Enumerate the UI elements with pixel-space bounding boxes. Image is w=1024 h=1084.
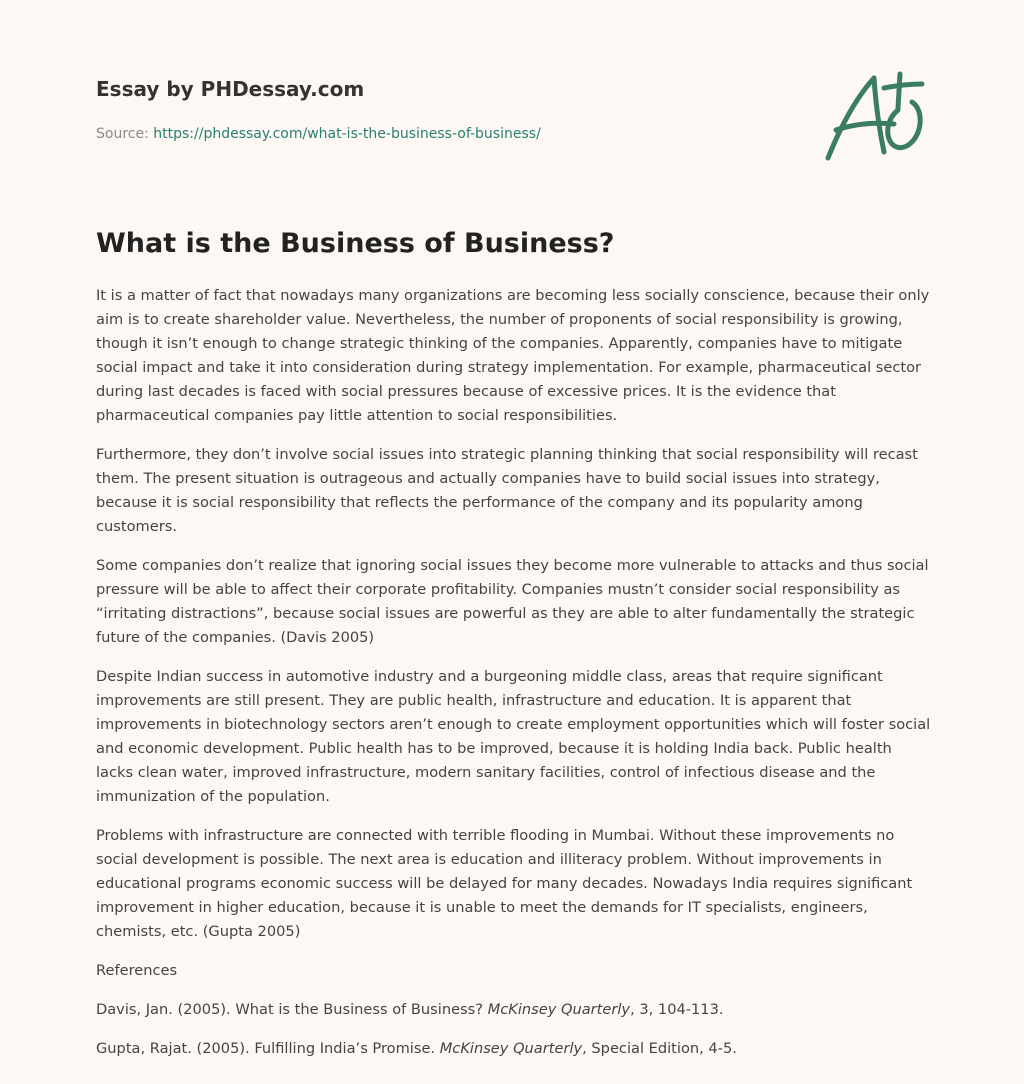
reference-journal: McKinsey Quarterly xyxy=(487,1001,631,1018)
reference-details: , 3, 104-113. xyxy=(630,1001,724,1018)
a-plus-plus-horizontal xyxy=(884,84,922,88)
a-plus-plus-vertical xyxy=(898,74,900,108)
essay-title: What is the Business of Business? xyxy=(96,228,615,259)
essay-paragraph: Problems with infrastructure are connected with terrible flooding in Mumbai. Without these improvements no social development is possible. The next area is education and illiteracy problem. Without improvements in educational programs economic success will be delayed for many decades. Nowadays India requires significant improvement in higher education, because it is unable to meet the demands for IT specialists, engineers, chemists, etc. (Gupta 2005) xyxy=(96,827,913,940)
reference-citation: Davis, Jan. (2005). What is the Business of Business? xyxy=(96,1001,488,1018)
essay-paragraph: Furthermore, they don’t involve social issues into strategic planning thinking that social responsibility will recast them. The present situation is outrageous and actually companies have to build social issues into strategy, because it is social responsibility that reflects the performance of the company and its popularity among customers. xyxy=(96,446,918,535)
brand-name: Essay by PHDessay.com xyxy=(96,77,365,101)
reference-item xyxy=(96,1037,932,1061)
essay-paragraph: Despite Indian success in automotive industry and a burgeoning middle class, areas that require significant improvements are still present. They are public health, infrastructure and education. It is apparent that improvements in biotechnology sectors aren’t enough to create employment opportunities which will foster social and economic development. Public health has to be improved, because it is holding India back. Public health lacks clean water, improved infrastructure, modern sanitary facilities, control of infectious disease and the immunization of the population. xyxy=(96,668,931,805)
a-plus-grade-icon xyxy=(822,68,926,164)
a-plus-left-stroke xyxy=(828,78,874,158)
references-heading: References xyxy=(96,962,178,979)
source-link[interactable]: https://phdessay.com/what-is-the-business-of-business/ xyxy=(153,126,541,142)
essay-body xyxy=(96,284,932,1076)
essay-paragraph: Some companies don’t realize that ignoring social issues they become more vulnerable to attacks and thus social pressure will be able to affect their corporate profitability. Companies mustn’t consider social responsibility as “irritating distractions”, because social issues are powerful as they are able to alter fundamentally the strategic future of the companies. (Davis 2005) xyxy=(96,557,929,646)
essay-paragraph: It is a matter of fact that nowadays many organizations are becoming less socially conscience, because their only aim is to create shareholder value. Nevertheless, the number of proponents of social responsibility is growing, though it isn’t enough to change strategic thinking of the companies. Apparently, companies have to mitigate social impact and take it into consideration during strategy implementation. For example, pharmaceutical sector during last decades is faced with social pressures because of excessive prices. It is the evidence that pharmaceutical companies pay little attention to social responsibilities. xyxy=(96,287,930,424)
source-label: Source: xyxy=(96,126,149,142)
reference-journal: McKinsey Quarterly xyxy=(439,1040,583,1057)
reference-item xyxy=(96,998,932,1022)
reference-details: , Special Edition, 4-5. xyxy=(582,1040,737,1057)
source-line xyxy=(96,124,796,144)
essay-header xyxy=(96,74,796,144)
reference-citation: Gupta, Rajat. (2005). Fulfilling India’s Promise. xyxy=(96,1040,440,1057)
